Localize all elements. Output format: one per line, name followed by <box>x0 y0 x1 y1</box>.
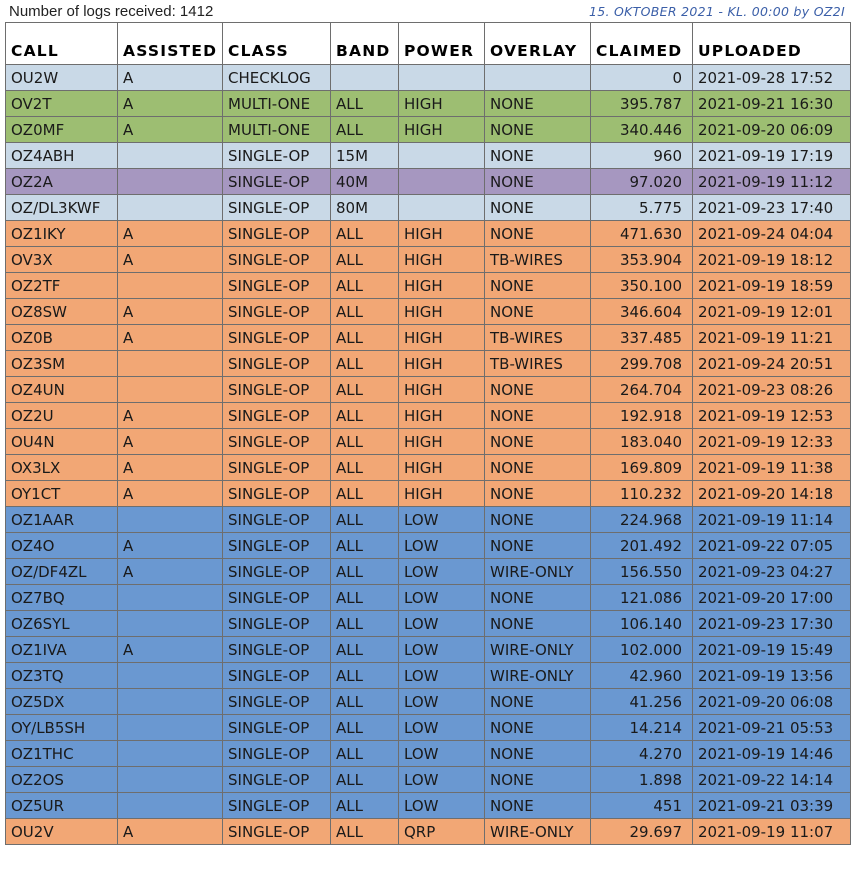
table-row[interactable] <box>6 403 851 429</box>
cell-call: OZ8SW <box>6 299 118 325</box>
cell-uploaded: 2021-09-19 11:12 <box>693 169 851 195</box>
cell-claimed: 42.960 <box>591 663 693 689</box>
cell-power: LOW <box>399 507 485 533</box>
cell-power: LOW <box>399 637 485 663</box>
cell-claimed: 106.140 <box>591 611 693 637</box>
cell-power: LOW <box>399 715 485 741</box>
results-table <box>5 22 851 845</box>
cell-uploaded: 2021-09-20 06:08 <box>693 689 851 715</box>
cell-assisted <box>118 741 223 767</box>
cell-assisted: A <box>118 533 223 559</box>
cell-power: HIGH <box>399 221 485 247</box>
cell-band <box>331 65 399 91</box>
table-row[interactable] <box>6 819 851 845</box>
cell-claimed: 29.697 <box>591 819 693 845</box>
table-row[interactable] <box>6 663 851 689</box>
cell-call: OZ1IVA <box>6 637 118 663</box>
cell-assisted <box>118 169 223 195</box>
cell-overlay: NONE <box>485 455 591 481</box>
cell-claimed: 183.040 <box>591 429 693 455</box>
cell-claimed: 97.020 <box>591 169 693 195</box>
cell-uploaded: 2021-09-19 12:53 <box>693 403 851 429</box>
cell-band: ALL <box>331 689 399 715</box>
cell-claimed: 340.446 <box>591 117 693 143</box>
table-row[interactable] <box>6 195 851 221</box>
cell-uploaded: 2021-09-22 14:14 <box>693 767 851 793</box>
cell-call: OZ3TQ <box>6 663 118 689</box>
table-row[interactable] <box>6 299 851 325</box>
cell-overlay: TB-WIRES <box>485 247 591 273</box>
cell-class: SINGLE-OP <box>223 299 331 325</box>
cell-claimed: 5.775 <box>591 195 693 221</box>
cell-overlay: TB-WIRES <box>485 351 591 377</box>
cell-assisted: A <box>118 117 223 143</box>
cell-call: OV2T <box>6 91 118 117</box>
cell-band: ALL <box>331 715 399 741</box>
cell-class: CHECKLOG <box>223 65 331 91</box>
cell-overlay: NONE <box>485 741 591 767</box>
table-row[interactable] <box>6 767 851 793</box>
cell-overlay: NONE <box>485 429 591 455</box>
cell-overlay: NONE <box>485 377 591 403</box>
cell-class: MULTI-ONE <box>223 91 331 117</box>
cell-power: HIGH <box>399 481 485 507</box>
cell-uploaded: 2021-09-19 11:14 <box>693 507 851 533</box>
cell-overlay: WIRE-ONLY <box>485 559 591 585</box>
cell-call: OV3X <box>6 247 118 273</box>
cell-power: HIGH <box>399 403 485 429</box>
cell-assisted <box>118 715 223 741</box>
cell-class: SINGLE-OP <box>223 377 331 403</box>
cell-power <box>399 169 485 195</box>
cell-overlay: NONE <box>485 143 591 169</box>
table-row[interactable] <box>6 143 851 169</box>
cell-class: SINGLE-OP <box>223 689 331 715</box>
cell-class: SINGLE-OP <box>223 767 331 793</box>
cell-band: ALL <box>331 819 399 845</box>
cell-overlay: NONE <box>485 403 591 429</box>
table-row[interactable] <box>6 169 851 195</box>
cell-band: ALL <box>331 429 399 455</box>
table-row[interactable] <box>6 585 851 611</box>
cell-overlay: NONE <box>485 767 591 793</box>
cell-overlay: NONE <box>485 91 591 117</box>
cell-call: OX3LX <box>6 455 118 481</box>
cell-claimed: 0 <box>591 65 693 91</box>
cell-overlay: WIRE-ONLY <box>485 637 591 663</box>
cell-claimed: 1.898 <box>591 767 693 793</box>
cell-band: ALL <box>331 559 399 585</box>
cell-overlay: NONE <box>485 611 591 637</box>
cell-power: LOW <box>399 585 485 611</box>
cell-power: LOW <box>399 533 485 559</box>
cell-claimed: 169.809 <box>591 455 693 481</box>
cell-overlay: NONE <box>485 195 591 221</box>
cell-assisted: A <box>118 455 223 481</box>
cell-overlay: NONE <box>485 793 591 819</box>
cell-uploaded: 2021-09-21 05:53 <box>693 715 851 741</box>
cell-uploaded: 2021-09-23 04:27 <box>693 559 851 585</box>
log-count: Number of logs received: 1412 <box>9 3 214 20</box>
table-row[interactable] <box>6 91 851 117</box>
cell-uploaded: 2021-09-19 18:59 <box>693 273 851 299</box>
cell-class: SINGLE-OP <box>223 273 331 299</box>
cell-class: SINGLE-OP <box>223 637 331 663</box>
cell-claimed: 337.485 <box>591 325 693 351</box>
cell-band: ALL <box>331 273 399 299</box>
table-row[interactable] <box>6 689 851 715</box>
cell-class: SINGLE-OP <box>223 169 331 195</box>
cell-power: HIGH <box>399 299 485 325</box>
col-header-overlay[interactable]: OVERLAY <box>485 23 591 65</box>
cell-assisted: A <box>118 91 223 117</box>
cell-class: SINGLE-OP <box>223 507 331 533</box>
cell-assisted <box>118 689 223 715</box>
timestamp-stamp: 15. OKTOBER 2021 - KL. 00:00 by OZ2I <box>588 4 845 19</box>
cell-class: MULTI-ONE <box>223 117 331 143</box>
cell-class: SINGLE-OP <box>223 351 331 377</box>
cell-class: SINGLE-OP <box>223 247 331 273</box>
col-header-power[interactable]: POWER <box>399 23 485 65</box>
cell-uploaded: 2021-09-20 14:18 <box>693 481 851 507</box>
cell-uploaded: 2021-09-19 11:07 <box>693 819 851 845</box>
cell-claimed: 110.232 <box>591 481 693 507</box>
table-row[interactable] <box>6 377 851 403</box>
cell-overlay: NONE <box>485 299 591 325</box>
cell-power: LOW <box>399 611 485 637</box>
cell-assisted: A <box>118 325 223 351</box>
cell-call: OU2W <box>6 65 118 91</box>
table-row[interactable] <box>6 351 851 377</box>
cell-assisted: A <box>118 221 223 247</box>
cell-overlay: NONE <box>485 533 591 559</box>
cell-claimed: 960 <box>591 143 693 169</box>
cell-power: HIGH <box>399 91 485 117</box>
cell-overlay: NONE <box>485 169 591 195</box>
cell-band: ALL <box>331 585 399 611</box>
cell-claimed: 353.904 <box>591 247 693 273</box>
cell-assisted <box>118 585 223 611</box>
table-row[interactable] <box>6 559 851 585</box>
cell-band: ALL <box>331 481 399 507</box>
cell-class: SINGLE-OP <box>223 195 331 221</box>
col-header-assisted[interactable]: ASSISTED <box>118 23 223 65</box>
cell-band: ALL <box>331 637 399 663</box>
cell-uploaded: 2021-09-28 17:52 <box>693 65 851 91</box>
cell-class: SINGLE-OP <box>223 533 331 559</box>
cell-call: OZ4O <box>6 533 118 559</box>
cell-claimed: 264.704 <box>591 377 693 403</box>
cell-assisted: A <box>118 403 223 429</box>
cell-class: SINGLE-OP <box>223 715 331 741</box>
cell-call: OZ4UN <box>6 377 118 403</box>
cell-assisted <box>118 195 223 221</box>
cell-band: ALL <box>331 221 399 247</box>
cell-call: OU4N <box>6 429 118 455</box>
cell-power: HIGH <box>399 325 485 351</box>
cell-call: OY/LB5SH <box>6 715 118 741</box>
cell-band: ALL <box>331 767 399 793</box>
cell-assisted: A <box>118 819 223 845</box>
cell-call: OU2V <box>6 819 118 845</box>
cell-uploaded: 2021-09-21 16:30 <box>693 91 851 117</box>
cell-assisted: A <box>118 637 223 663</box>
cell-band: ALL <box>331 455 399 481</box>
cell-call: OZ2A <box>6 169 118 195</box>
cell-uploaded: 2021-09-19 13:56 <box>693 663 851 689</box>
cell-claimed: 395.787 <box>591 91 693 117</box>
cell-uploaded: 2021-09-24 04:04 <box>693 221 851 247</box>
cell-claimed: 451 <box>591 793 693 819</box>
cell-claimed: 299.708 <box>591 351 693 377</box>
cell-uploaded: 2021-09-20 17:00 <box>693 585 851 611</box>
cell-call: OY1CT <box>6 481 118 507</box>
cell-band: ALL <box>331 611 399 637</box>
cell-assisted: A <box>118 65 223 91</box>
cell-claimed: 201.492 <box>591 533 693 559</box>
cell-class: SINGLE-OP <box>223 143 331 169</box>
cell-class: SINGLE-OP <box>223 559 331 585</box>
cell-band: ALL <box>331 663 399 689</box>
cell-power: QRP <box>399 819 485 845</box>
cell-assisted <box>118 273 223 299</box>
cell-band: 80M <box>331 195 399 221</box>
cell-assisted: A <box>118 429 223 455</box>
cell-assisted <box>118 377 223 403</box>
cell-uploaded: 2021-09-19 15:49 <box>693 637 851 663</box>
cell-call: OZ5UR <box>6 793 118 819</box>
cell-uploaded: 2021-09-20 06:09 <box>693 117 851 143</box>
cell-uploaded: 2021-09-23 08:26 <box>693 377 851 403</box>
cell-band: ALL <box>331 91 399 117</box>
cell-assisted <box>118 507 223 533</box>
cell-assisted <box>118 351 223 377</box>
cell-overlay: TB-WIRES <box>485 325 591 351</box>
cell-power <box>399 65 485 91</box>
cell-power: HIGH <box>399 351 485 377</box>
table-row[interactable] <box>6 273 851 299</box>
table-row[interactable] <box>6 429 851 455</box>
cell-call: OZ2OS <box>6 767 118 793</box>
cell-overlay: WIRE-ONLY <box>485 819 591 845</box>
cell-band: ALL <box>331 533 399 559</box>
cell-overlay: NONE <box>485 715 591 741</box>
col-header-class[interactable]: CLASS <box>223 23 331 65</box>
cell-band: ALL <box>331 247 399 273</box>
cell-call: OZ1IKY <box>6 221 118 247</box>
cell-claimed: 4.270 <box>591 741 693 767</box>
cell-uploaded: 2021-09-24 20:51 <box>693 351 851 377</box>
table-row[interactable] <box>6 221 851 247</box>
report-header <box>0 0 857 22</box>
cell-call: OZ1THC <box>6 741 118 767</box>
cell-uploaded: 2021-09-19 11:21 <box>693 325 851 351</box>
cell-class: SINGLE-OP <box>223 793 331 819</box>
table-row[interactable] <box>6 455 851 481</box>
cell-power: LOW <box>399 689 485 715</box>
cell-class: SINGLE-OP <box>223 663 331 689</box>
cell-uploaded: 2021-09-19 14:46 <box>693 741 851 767</box>
cell-class: SINGLE-OP <box>223 481 331 507</box>
cell-band: ALL <box>331 351 399 377</box>
cell-uploaded: 2021-09-19 12:01 <box>693 299 851 325</box>
cell-overlay: NONE <box>485 273 591 299</box>
cell-power: HIGH <box>399 273 485 299</box>
cell-call: OZ0B <box>6 325 118 351</box>
cell-class: SINGLE-OP <box>223 455 331 481</box>
cell-assisted <box>118 143 223 169</box>
cell-call: OZ/DF4ZL <box>6 559 118 585</box>
cell-call: OZ5DX <box>6 689 118 715</box>
cell-overlay: NONE <box>485 117 591 143</box>
cell-claimed: 41.256 <box>591 689 693 715</box>
cell-band: ALL <box>331 793 399 819</box>
cell-band: 15M <box>331 143 399 169</box>
table-row[interactable] <box>6 117 851 143</box>
header-row <box>6 23 851 65</box>
cell-power: HIGH <box>399 429 485 455</box>
cell-overlay: NONE <box>485 585 591 611</box>
table-row[interactable] <box>6 741 851 767</box>
cell-call: OZ2TF <box>6 273 118 299</box>
cell-overlay <box>485 65 591 91</box>
cell-band: ALL <box>331 299 399 325</box>
cell-claimed: 156.550 <box>591 559 693 585</box>
cell-claimed: 346.604 <box>591 299 693 325</box>
cell-uploaded: 2021-09-19 11:38 <box>693 455 851 481</box>
cell-band: ALL <box>331 117 399 143</box>
cell-uploaded: 2021-09-23 17:30 <box>693 611 851 637</box>
cell-uploaded: 2021-09-23 17:40 <box>693 195 851 221</box>
cell-claimed: 121.086 <box>591 585 693 611</box>
col-header-band[interactable]: BAND <box>331 23 399 65</box>
cell-band: ALL <box>331 325 399 351</box>
cell-band: ALL <box>331 403 399 429</box>
table-row[interactable] <box>6 325 851 351</box>
cell-power: HIGH <box>399 247 485 273</box>
table-row[interactable] <box>6 715 851 741</box>
cell-power: LOW <box>399 741 485 767</box>
cell-claimed: 224.968 <box>591 507 693 533</box>
cell-overlay: NONE <box>485 481 591 507</box>
cell-class: SINGLE-OP <box>223 403 331 429</box>
cell-assisted: A <box>118 559 223 585</box>
cell-call: OZ0MF <box>6 117 118 143</box>
cell-power: HIGH <box>399 117 485 143</box>
cell-uploaded: 2021-09-19 18:12 <box>693 247 851 273</box>
cell-power: HIGH <box>399 377 485 403</box>
col-header-uploaded[interactable]: UPLOADED <box>693 23 851 65</box>
cell-overlay: NONE <box>485 689 591 715</box>
cell-class: SINGLE-OP <box>223 585 331 611</box>
table-row[interactable] <box>6 611 851 637</box>
cell-call: OZ7BQ <box>6 585 118 611</box>
cell-assisted <box>118 767 223 793</box>
cell-assisted <box>118 793 223 819</box>
cell-claimed: 471.630 <box>591 221 693 247</box>
cell-overlay: NONE <box>485 221 591 247</box>
cell-assisted: A <box>118 299 223 325</box>
cell-overlay: WIRE-ONLY <box>485 663 591 689</box>
cell-class: SINGLE-OP <box>223 741 331 767</box>
cell-class: SINGLE-OP <box>223 221 331 247</box>
cell-power: LOW <box>399 767 485 793</box>
cell-claimed: 102.000 <box>591 637 693 663</box>
cell-class: SINGLE-OP <box>223 819 331 845</box>
cell-claimed: 14.214 <box>591 715 693 741</box>
table-row[interactable] <box>6 793 851 819</box>
cell-power: LOW <box>399 663 485 689</box>
cell-class: SINGLE-OP <box>223 429 331 455</box>
col-header-call[interactable]: CALL <box>6 23 118 65</box>
cell-uploaded: 2021-09-22 07:05 <box>693 533 851 559</box>
cell-power: HIGH <box>399 455 485 481</box>
cell-claimed: 350.100 <box>591 273 693 299</box>
table-row[interactable] <box>6 65 851 91</box>
cell-band: 40M <box>331 169 399 195</box>
table-row[interactable] <box>6 637 851 663</box>
cell-call: OZ4ABH <box>6 143 118 169</box>
cell-call: OZ1AAR <box>6 507 118 533</box>
cell-class: SINGLE-OP <box>223 611 331 637</box>
cell-call: OZ6SYL <box>6 611 118 637</box>
cell-band: ALL <box>331 507 399 533</box>
cell-uploaded: 2021-09-21 03:39 <box>693 793 851 819</box>
cell-power <box>399 195 485 221</box>
table-row[interactable] <box>6 247 851 273</box>
cell-uploaded: 2021-09-19 17:19 <box>693 143 851 169</box>
cell-power: LOW <box>399 559 485 585</box>
cell-power <box>399 143 485 169</box>
cell-power: LOW <box>399 793 485 819</box>
cell-assisted <box>118 611 223 637</box>
cell-call: OZ2U <box>6 403 118 429</box>
cell-band: ALL <box>331 741 399 767</box>
cell-claimed: 192.918 <box>591 403 693 429</box>
cell-assisted: A <box>118 481 223 507</box>
cell-assisted: A <box>118 247 223 273</box>
table-row[interactable] <box>6 533 851 559</box>
table-row[interactable] <box>6 507 851 533</box>
cell-class: SINGLE-OP <box>223 325 331 351</box>
cell-uploaded: 2021-09-19 12:33 <box>693 429 851 455</box>
cell-band: ALL <box>331 377 399 403</box>
cell-call: OZ3SM <box>6 351 118 377</box>
cell-call: OZ/DL3KWF <box>6 195 118 221</box>
col-header-claimed[interactable]: CLAIMED <box>591 23 693 65</box>
table-row[interactable] <box>6 481 851 507</box>
cell-assisted <box>118 663 223 689</box>
cell-overlay: NONE <box>485 507 591 533</box>
